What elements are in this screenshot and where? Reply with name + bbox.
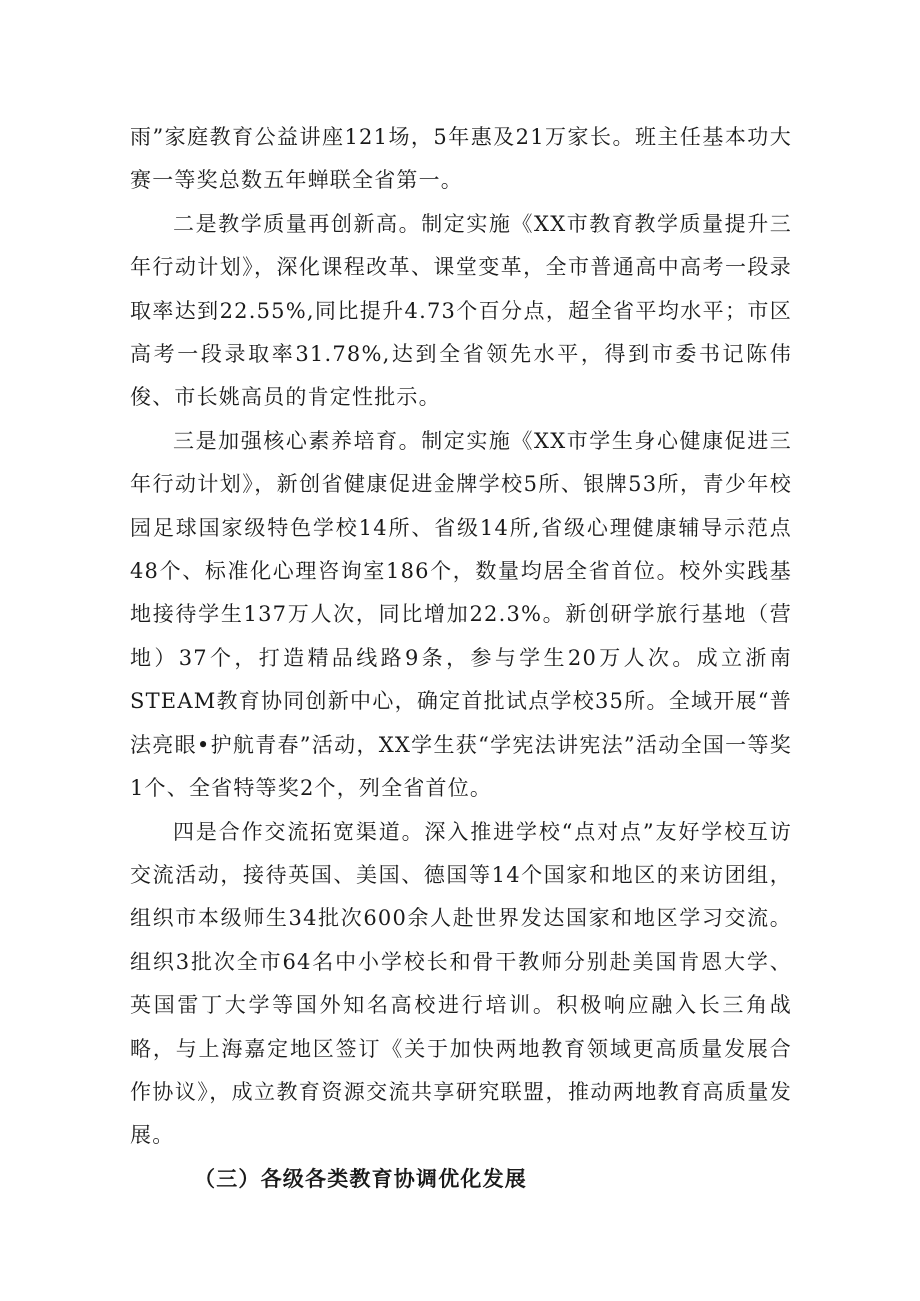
section-heading: （三）各级各类教育协调优化发展 — [194, 1166, 527, 1191]
paragraph-continued: 雨”家庭教育公益讲座121场，5年惠及21万家长。班主任基本功大赛一等奖总数五年蝉联全省第一。 — [130, 125, 792, 193]
paragraph-cooperation: 四是合作交流拓宽渠道。深入推进学校“点对点”友好学校互访交流活动，接待英国、美国、德国等14个国家和地区的来访团组，组织市本级师生34批次600余人赴世界发达国家和地区学习交流。组织3批次全市64名中小学校长和骨干教师分别赴美国肯恩大学、英国雷丁大学等国外知名高校进行培训。积极响应融入长三角战略，与上海嘉定地区签订《关于加快两地教育领域更高质量发展合作协议》，成立教育资源交流共享研究联盟，推动两地教育高质量发展。 — [130, 819, 792, 1148]
paragraph-teaching-quality: 二是教学质量再创新高。制定实施《XX市教育教学质量提升三年行动计划》，深化课程改革、课堂变革，全市普通高中高考一段录取率达到22.55%,同比提升4.73个百分点，超全省平均水平；市区高考一段录取率31.78%,达到全省领先水平，得到市委书记陈伟俊、市长姚高员的肯定性批示。 — [130, 211, 792, 410]
document-body — [130, 116, 792, 1201]
paragraph-core-literacy: 三是加强核心素养培育。制定实施《XX市学生身心健康促进三年行动计划》，新创省健康促进金牌学校5所、银牌53所，青少年校园足球国家级特色学校14所、省级14所,省级心理健康辅导示范点48个、标准化心理咨询室186个，数量均居全省首位。校外实践基地接待学生137万人次，同比增加22.3%。新创研学旅行基地（营地）37个，打造精品线路9条，参与学生20万人次。成立浙南STEAM教育协同创新中心，确定首批试点学校35所。全域开展“普法亮眼•护航青春”活动，XX学生获“学宪法讲宪法”活动全国一等奖1个、全省特等奖2个，列全省首位。 — [130, 428, 792, 801]
